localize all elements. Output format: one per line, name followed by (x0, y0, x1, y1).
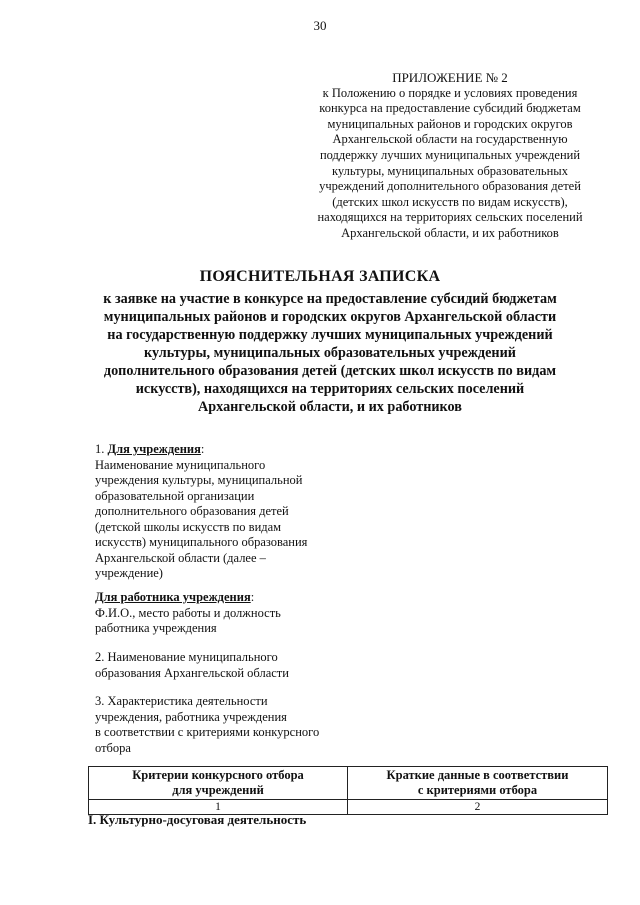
appendix-line: учреждений дополнительного образования детей (319, 179, 581, 194)
subtitle-line: Архангельской области, и их работников (198, 399, 462, 415)
appendix-line: к Положению о порядке и условиях проведения (322, 85, 578, 100)
appendix-line: культуры, муниципальных образовательных (332, 163, 568, 178)
section-line: учреждение) (95, 566, 163, 580)
appendix-line: поддержку лучших муниципальных учреждений (319, 147, 581, 162)
table-cell: 2 (348, 800, 608, 815)
subtitle-line: искусств), находящихся на территориях сельских поселений (135, 381, 525, 397)
subtitle-line: муниципальных районов и городских округов Архангельской области (103, 309, 557, 325)
table-header-criteria: Критерии конкурсного отбора для учреждений (89, 767, 348, 800)
section-line: дополнительного образования детей (95, 504, 289, 518)
table-header-data: Краткие данные в соответствии с критериями отбора (348, 767, 608, 800)
section-line: образовательной организации (95, 488, 255, 503)
appendix-line: муниципальных районов и городских округов (327, 116, 573, 131)
section-line: 3. Характеристика деятельности (95, 694, 268, 708)
subtitle-line: на государственную поддержку лучших муниципальных учреждений (107, 327, 553, 343)
institution-label: Для учреждения (107, 442, 201, 456)
section-line: учреждения, работника учреждения (95, 709, 287, 724)
section-heading-worker: Для работника учреждения: (95, 590, 255, 604)
appendix-block (300, 70, 600, 242)
section-characteristics (95, 694, 345, 756)
section-institution (95, 442, 345, 582)
appendix-line: Архангельской области на государственную (332, 132, 568, 147)
section-line: Архангельской области (далее – (95, 550, 266, 565)
appendix-line: конкурса на предоставление субсидий бюджетам (319, 101, 581, 116)
subtitle-line: культуры, муниципальных образовательных учреждений (144, 345, 516, 361)
section-municipality (95, 650, 345, 681)
section-heading-institution: 1. Для учреждения: (95, 442, 205, 456)
document-subtitle (60, 290, 600, 416)
section-line: работника учреждения (95, 621, 217, 635)
subtitle-line: к заявке на участие в конкурсе на предоставление субсидий бюджетам (103, 291, 557, 307)
section-line: 2. Наименование муниципального (95, 650, 278, 664)
worker-label: Для работника учреждения (95, 590, 251, 604)
section-line: искусств) муниципального образования (95, 535, 308, 549)
page-number: 30 (313, 18, 327, 33)
section-line: (детской школы искусств по видам (95, 519, 282, 534)
section-line: Ф.И.О., место работы и должность (95, 605, 281, 620)
section-line: образования Архангельской области (95, 665, 289, 680)
section-line: в соответствии с критериями конкурсного (95, 725, 320, 739)
section-line: Наименование муниципального (95, 457, 266, 472)
appendix-line: находящихся на территориях сельских поселений (317, 210, 583, 225)
appendix-title: ПРИЛОЖЕНИЕ № 2 (392, 70, 508, 85)
section-line: отбора (95, 740, 131, 755)
table-header-row (89, 767, 608, 800)
section-worker (95, 590, 345, 637)
document-title: ПОЯСНИТЕЛЬНАЯ ЗАПИСКА (199, 268, 441, 285)
criteria-table (88, 766, 608, 815)
table-cell: 1 (89, 800, 348, 815)
appendix-line: (детских школ искусств по видам искусств), (332, 194, 568, 209)
subtitle-line: дополнительного образования детей (детских школ искусств по видам (103, 363, 557, 379)
section-line: учреждения культуры, муниципальной (95, 473, 303, 487)
section-heading-cultural: I. Культурно-досуговая деятельность (88, 812, 307, 827)
appendix-line: Архангельской области, и их работников (341, 225, 559, 240)
